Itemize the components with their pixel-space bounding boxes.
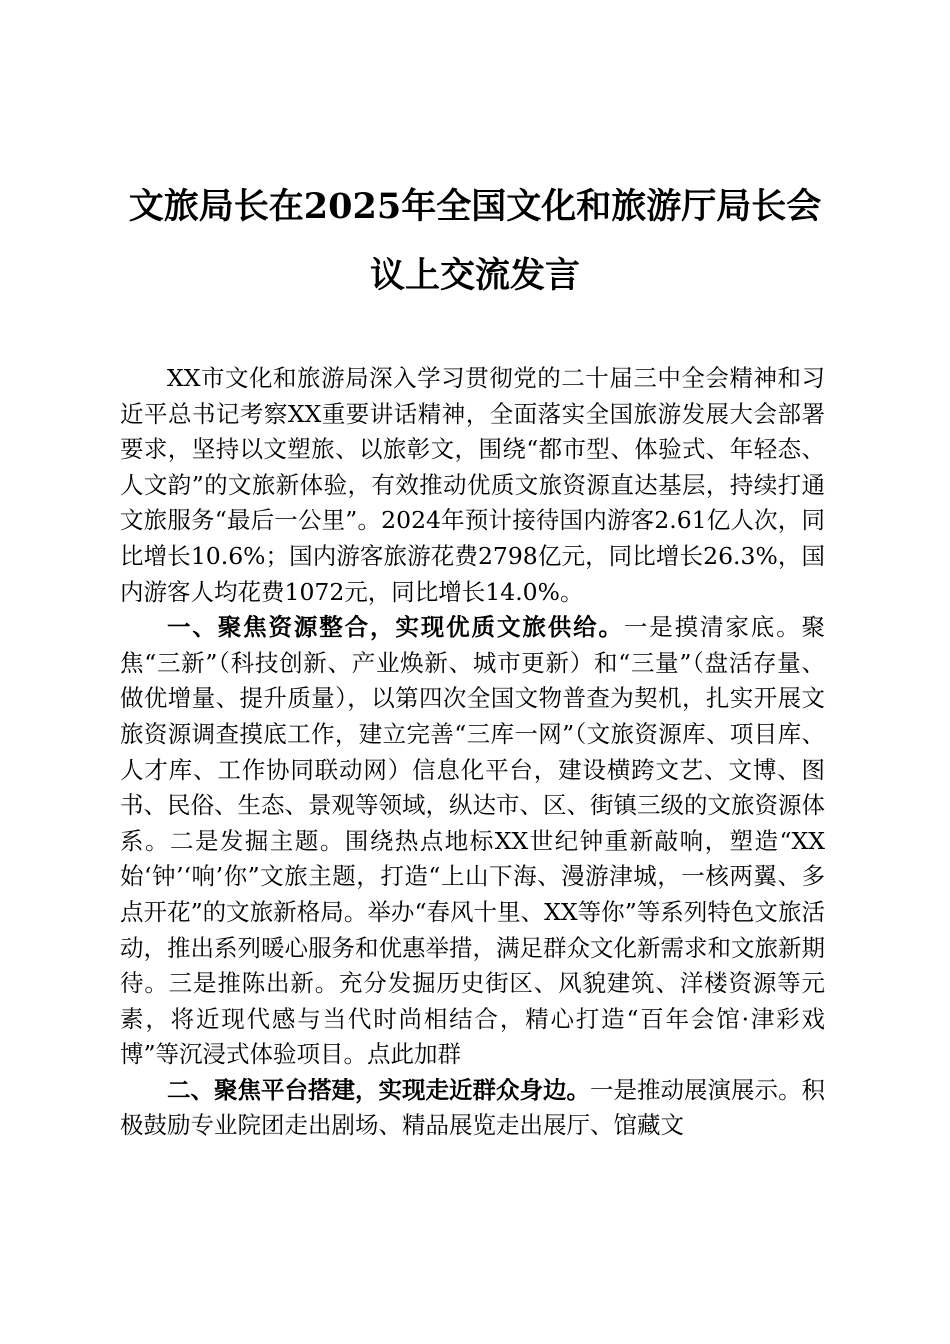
- document-body: [120, 361, 825, 1144]
- section-heading-1: 一、聚焦资源整合，实现优质文旅供给。: [167, 613, 624, 642]
- document-title: [100, 172, 850, 310]
- paragraph-intro: [120, 361, 825, 610]
- paragraph-text: 一是推动展演展示。积极鼓励专业院团走出剧场、精品展览走出展厅、馆藏文: [120, 1075, 825, 1140]
- section-heading-2: 二、聚焦平台搭建，实现走近群众身边。: [167, 1075, 590, 1104]
- paragraph-section-1: [120, 610, 825, 1073]
- title-line-1: 文旅局长在2025年全国文化和旅游厅局长会: [128, 186, 822, 227]
- paragraph-section-2: [120, 1073, 825, 1144]
- paragraph-text: XX市文化和旅游局深入学习贯彻党的二十届三中全会精神和习近平总书记考察XX重要讲话精神，全面落实全国旅游发展大会部署要求，坚持以文塑旅、以旅彰文，围绕“都市型、体验式、年轻态、人文韵”的文旅新体验，有效推动优质文旅资源直达基层，持续打通文旅服务“最后一公里”。2024年预计接待国内游客2.61亿人次，同比增长10.6%；国内游客旅游花费2798亿元，同比增长26.3%，国内游客人均花费1072元，同比增长14.0%。: [120, 364, 825, 606]
- paragraph-text: 一是摸清家底。聚焦“三新”（科技创新、产业焕新、城市更新）和“三量”（盘活存量、做优增量、提升质量），以第四次全国文物普查为契机，扎实开展文旅资源调查摸底工作，建立完善“三库一网”（文旅资源库、项目库、人才库、工作协同联动网）信息化平台，建设横跨文艺、文博、图书、民俗、生态、景观等领域，纵达市、区、街镇三级的文旅资源体系。二是发掘主题。围绕热点地标XX世纪钟重新敲响，塑造“XX始‘钟’‘响’你”文旅主题，打造“上山下海、漫游津城，一核两翼、多点开花”的文旅新格局。举办“春风十里、XX等你”等系列特色文旅活动，推出系列暖心服务和优惠举措，满足群众文化新需求和文旅新期待。三是推陈出新。充分发掘历史街区、风貌建筑、洋楼资源等元素，将近现代感与当代时尚相结合，精心打造“百年会馆·津彩戏博”等沉浸式体验项目。点此加群: [120, 613, 826, 1069]
- title-line-2: 议上交流发言: [369, 255, 580, 296]
